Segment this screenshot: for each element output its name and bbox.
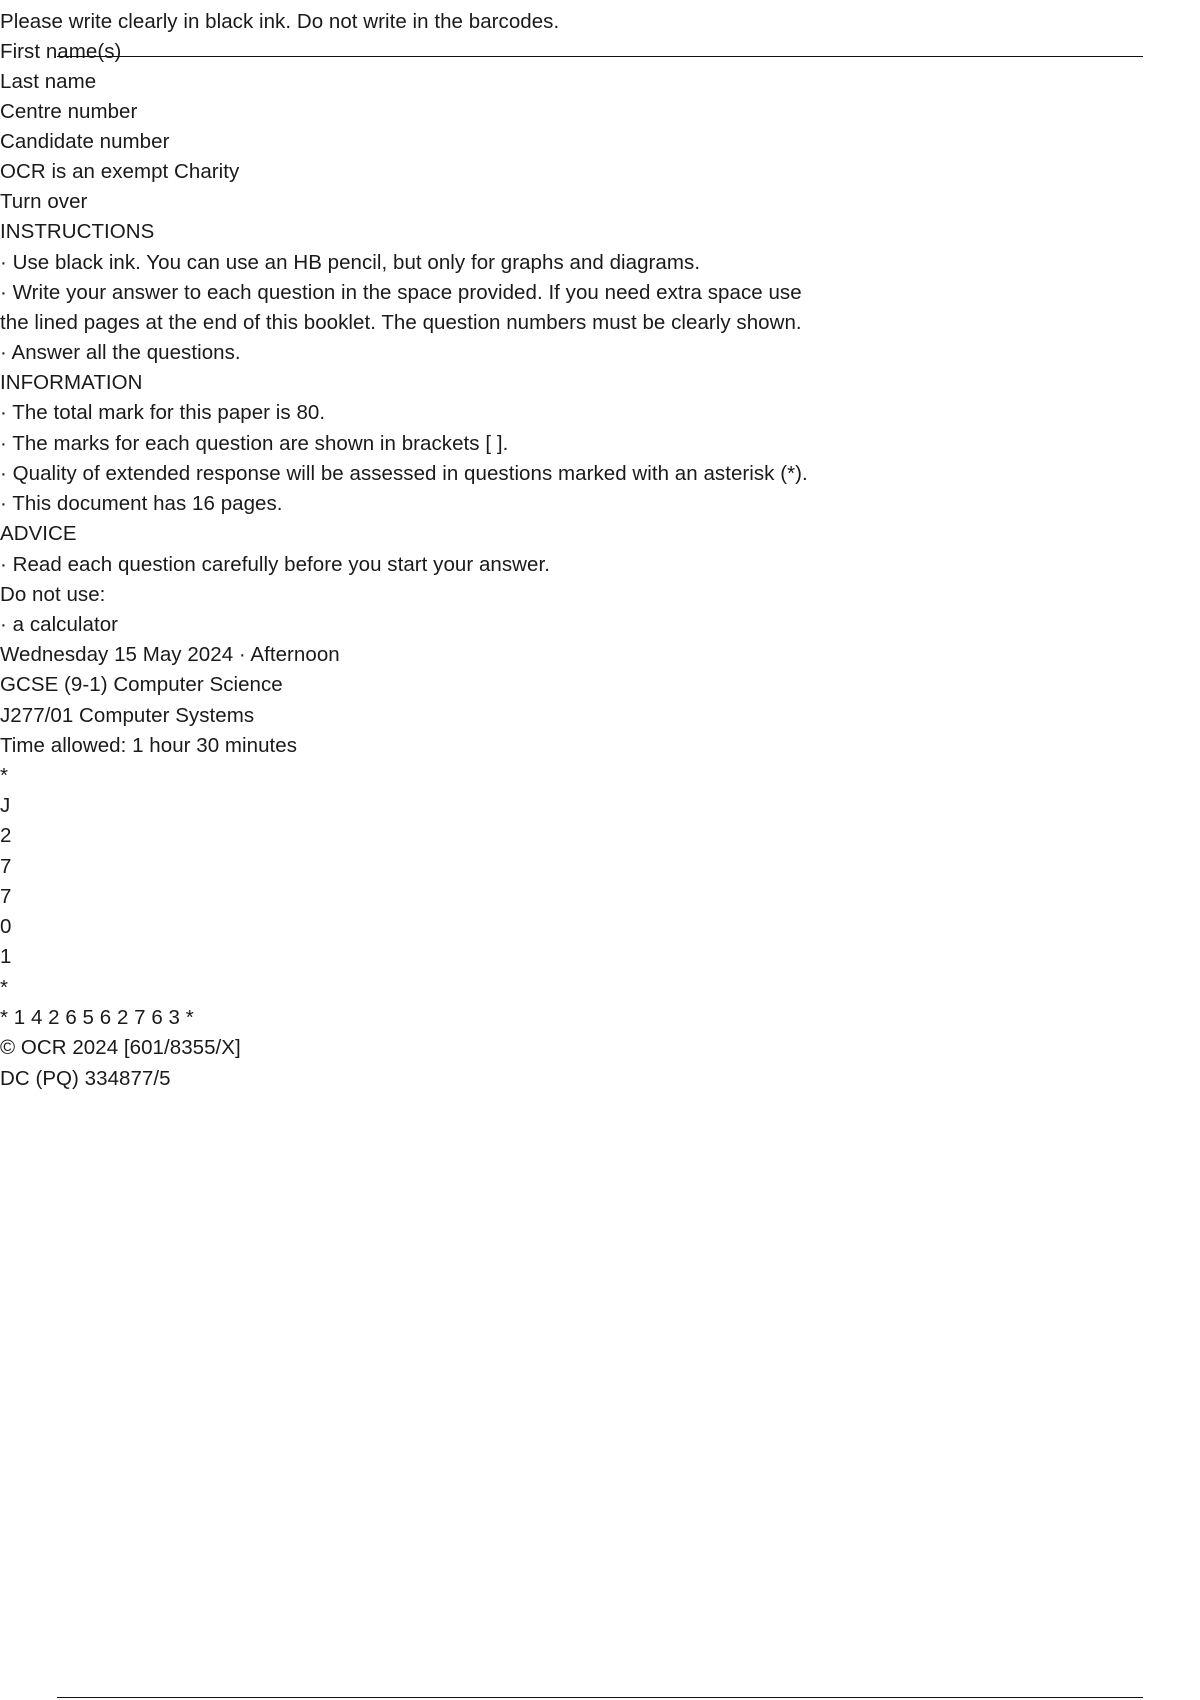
advice-heading: ADVICE <box>0 522 77 545</box>
advice-item: · Read each question carefully before you start your answer. <box>0 553 550 576</box>
information-item: · This document has 16 pages. <box>0 492 283 515</box>
barcode-char: J <box>0 794 11 817</box>
bottom-rule <box>57 1697 1143 1698</box>
information-item: · The marks for each question are shown in brackets [ ]. <box>0 432 509 455</box>
document-code: DC (PQ) 334877/5 <box>0 1067 171 1090</box>
instruction-item-continued: the lined pages at the end of this booklet. The question numbers must be clearly shown. <box>0 311 802 334</box>
barcode-char: 1 <box>0 945 12 968</box>
time-allowed: Time allowed: 1 hour 30 minutes <box>0 734 298 757</box>
first-names-label: First name(s) <box>0 40 122 63</box>
barcode-char: 2 <box>0 824 12 847</box>
qualification-title: GCSE (9-1) Computer Science <box>0 673 283 696</box>
instructions-heading: INSTRUCTIONS <box>0 220 155 243</box>
do-not-use-item: · a calculator <box>0 613 119 636</box>
first-names-rule <box>57 56 1143 57</box>
barcode-char: 0 <box>0 915 12 938</box>
barcode-char: 7 <box>0 885 12 908</box>
copyright-notice: © OCR 2024 [601/8355/X] <box>0 1036 241 1059</box>
charity-notice: OCR is an exempt Charity <box>0 160 240 183</box>
information-item: · The total mark for this paper is 80. <box>0 401 326 424</box>
turn-over-text: Turn over <box>0 190 88 213</box>
barcode-char: * <box>0 764 9 787</box>
centre-number-label: Centre number <box>0 100 138 123</box>
instruction-item: · Use black ink. You can use an HB pencil, but only for graphs and diagrams. <box>0 251 701 274</box>
barcode-char: 7 <box>0 855 12 878</box>
exam-date: Wednesday 15 May 2024 · Afternoon <box>0 643 340 666</box>
write-clearly-notice: Please write clearly in black ink. Do not write in the barcodes. <box>0 10 560 33</box>
do-not-use-label: Do not use: <box>0 583 106 606</box>
barcode-number: * 1 4 2 6 5 6 2 7 6 3 * <box>0 1006 194 1029</box>
instruction-item: · Answer all the questions. <box>0 341 241 364</box>
instruction-item: · Write your answer to each question in the space provided. If you need extra space use <box>0 281 802 304</box>
information-item: · Quality of extended response will be assessed in questions marked with an asterisk (*). <box>0 462 808 485</box>
candidate-number-label: Candidate number <box>0 130 170 153</box>
paper-title: J277/01 Computer Systems <box>0 704 255 727</box>
last-name-label: Last name <box>0 70 97 93</box>
information-heading: INFORMATION <box>0 371 143 394</box>
barcode-char: * <box>0 976 9 999</box>
clipped-top-text <box>0 0 6 9</box>
